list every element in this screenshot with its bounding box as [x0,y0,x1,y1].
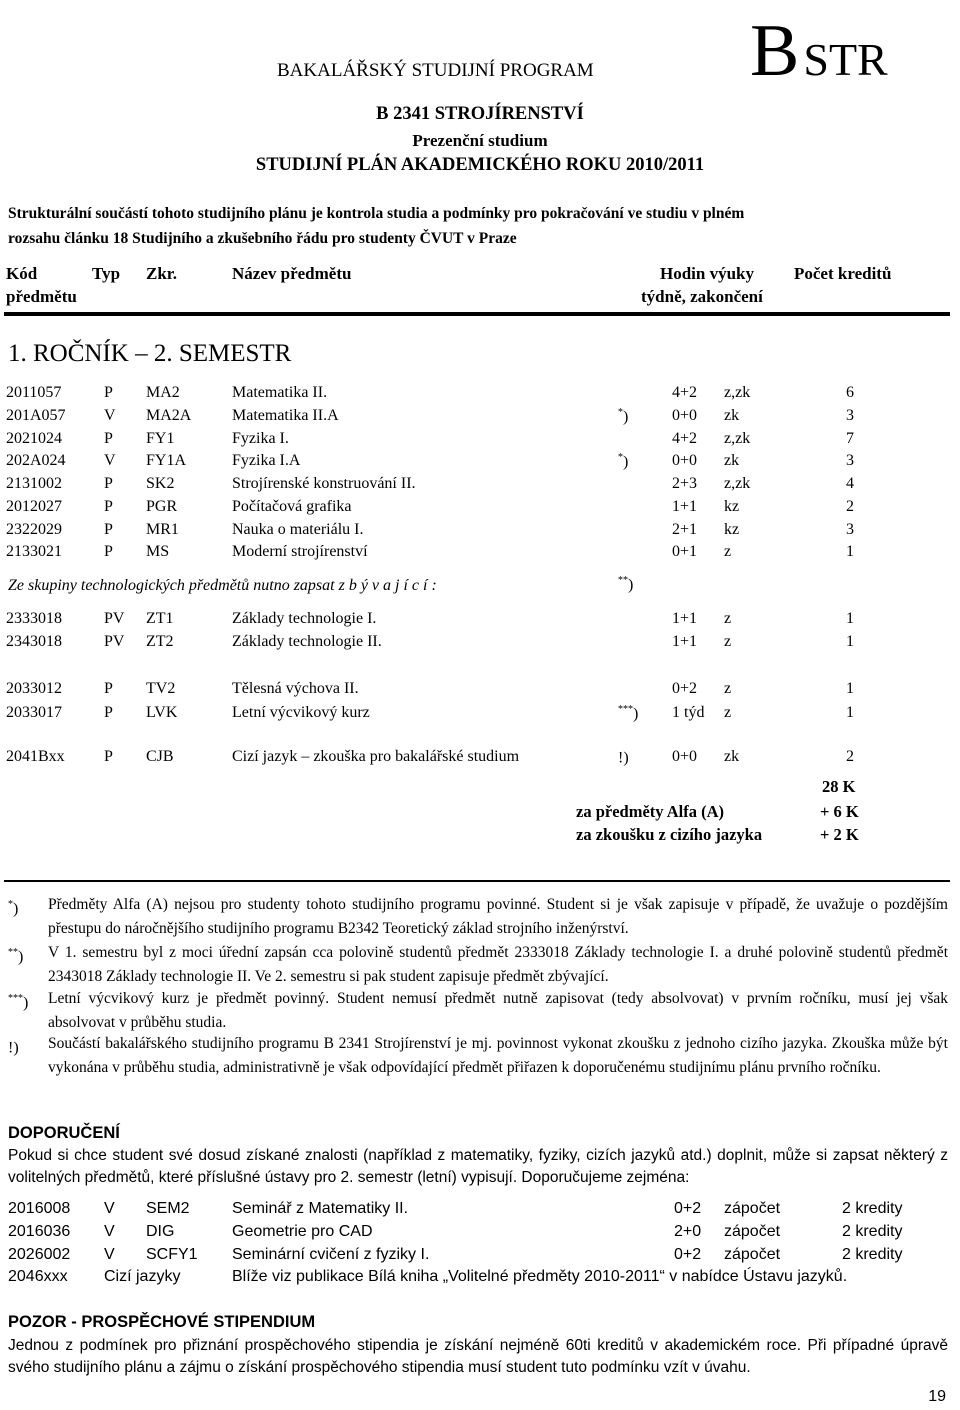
rec-kod: 2016036 [8,1223,71,1240]
course-kod: 202A024 [6,452,66,470]
course-row [0,475,960,499]
group-note-sup: ** [618,575,628,586]
rec-typ: V [104,1200,115,1217]
course-note-sup: * [618,406,623,418]
course-kod: 2322029 [6,520,62,538]
course-typ: P [104,429,113,447]
course-hod: 0+2 [672,680,698,697]
course-typ: P [104,384,113,401]
course-zkr: SK2 [146,475,175,492]
col-kod-2: předmětu [6,287,77,306]
course-nazev: Matematika II.A [232,406,339,424]
course-nazev: Moderní strojírenství [232,543,368,561]
year-heading: 1. ROČNÍK – 2. SEMESTR [8,340,292,367]
course-kod: 2033012 [6,680,62,697]
course-hod: 2+1 [672,520,698,538]
course-row [0,610,960,634]
scholarship-heading: POZOR - PROSPĚCHOVÉ STIPENDIUM [8,1313,316,1331]
course-nazev: Cizí jazyk – zkouška pro bakalářské studium [232,748,520,765]
course-hod: 1+1 [672,632,698,650]
recommend-row-lang [0,1268,960,1292]
rec-kod: 2046xxx [8,1268,68,1285]
program-badge [750,10,888,92]
course-nazev: Nauka o materiálu I. [232,520,364,538]
course-row [0,748,960,772]
course-kod: 2011057 [6,384,62,401]
program-title: BAKALÁŘSKÝ STUDIJNÍ PROGRAM [277,60,594,81]
header-rule [4,312,950,316]
footnote-sup: *** [8,993,23,1004]
course-hod: 4+2 [672,429,698,447]
course-zkr: MA2A [146,406,192,424]
field-title: B 2341 STROJÍRENSTVÍ [376,104,584,124]
course-kod: 2041Bxx [6,748,65,765]
footnote-text-2: V 1. semestru byl z moci úřední zapsán cca polovině studentů předmět 2333018 Základy technologie I. a druhé polovině studentů předmět 2343018 Základy technologie II. Ve 2. semestru si pak student zapisuje předmět zbývající. [48,944,948,985]
rec-hod: 2+0 [674,1223,702,1240]
rec-kr: 2 kredity [842,1200,903,1217]
course-kr: 1 [846,543,854,561]
course-zak: z,zk [724,384,751,401]
course-note [618,407,628,426]
course-nazev: Strojírenské konstruování II. [232,475,416,492]
footnote-sup: ** [8,947,18,958]
footnote-mark-4 [8,1032,19,1060]
course-zkr: ZT2 [146,632,174,650]
course-kod: 2131002 [6,475,62,492]
course-note-sup: *** [618,704,633,715]
course-nazev: Tělesná výchova II. [232,680,359,697]
course-row [0,430,960,454]
course-typ: P [104,748,113,765]
course-kr: 1 [846,632,854,650]
course-row [0,407,960,431]
course-nazev: Letní výcvikový kurz [232,704,370,721]
course-hod: 1+1 [672,610,698,627]
summary-total: 28 K [822,777,856,796]
rec-zkr: SEM2 [146,1200,190,1217]
rec-hod: 0+2 [674,1246,702,1263]
group-note-mark: ) [628,576,634,594]
course-zak: z [724,543,732,561]
course-note-mark: !) [618,749,629,767]
course-zak: zk [724,748,740,765]
scholarship-text: Jednou z podmínek pro přiznání prospěchového stipendia je získání nejméně 60ti kreditů v akademickém roce. Při případné úpravě svého studijního plánu a zájmu o získání prospěchového stipendia musí student tuto podmínku vzít v úvahu. [8,1337,948,1376]
course-kr: 1 [846,704,854,721]
rec-zak: zápočet [724,1246,781,1263]
rec-kr: 2 kredity [842,1246,903,1263]
footnote-sup: * [8,899,13,910]
intro-line-2: rozsahu článku 18 Studijního a zkušebního řádu pro studenty ČVUT v Praze [8,230,517,247]
course-kod: 201A057 [6,406,66,424]
course-kr: 7 [846,429,854,447]
course-kod: 2343018 [6,632,62,650]
course-zkr: MS [146,543,170,561]
course-nazev: Fyzika I. [232,429,289,447]
footnote-mark: !) [8,1039,19,1057]
recommend-heading: DOPORUČENÍ [8,1124,120,1142]
study-mode: Prezenční studium [412,131,548,150]
footnote-text-1: Předměty Alfa (A) nejsou pro studenty tohoto studijního programu povinné. Student si je však zapisuje v případě, že uvažuje o pozdějším přestupu do náročnějšího studijního programu B2342 Teoretický základ strojního inženýrství. [48,896,948,937]
course-zak: z [724,680,732,697]
course-hod: 0+1 [672,543,698,561]
col-typ: Typ [92,264,121,283]
course-row [0,498,960,522]
col-kod: Kód [6,264,38,283]
rec-typ: V [104,1223,115,1240]
course-kod: 2133021 [6,543,62,561]
course-row [0,521,960,545]
course-zak: kz [724,520,740,538]
course-zkr: PGR [146,497,178,515]
course-note [618,704,638,723]
page-number: 19 [928,1388,946,1405]
course-zak: z [724,632,732,650]
course-note-mark: ) [633,705,639,723]
course-typ: P [104,497,113,515]
course-typ: P [104,680,113,697]
course-typ: P [104,520,113,538]
col-hodin-2: týdně, zakončení [641,287,763,306]
course-kod: 2033017 [6,704,62,721]
group-label: Ze skupiny technologických předmětů nutno zapsat z b ý v a j í c í : [8,577,437,594]
course-row [0,543,960,567]
course-note [618,452,628,471]
rec-typ: V [104,1246,115,1263]
course-note-mark: ) [623,453,629,471]
course-hod: 0+0 [672,452,698,470]
summary-lang-value: + 2 K [820,825,859,844]
col-nazev: Název předmětu [232,264,352,283]
course-zkr: CJB [146,748,174,765]
course-nazev: Základy technologie II. [232,632,382,650]
rec-zkr: DIG [146,1223,175,1240]
recommend-row [0,1246,960,1270]
course-row [0,452,960,476]
course-hod: 1 týd [672,704,705,721]
recommend-row [0,1200,960,1224]
course-zak: zk [724,452,740,470]
course-typ: PV [104,632,125,650]
footnote-text-4: Součástí bakalářského studijního programu B 2341 Strojírenství je mj. povinnost vykonat zkoušku z jednoho cizího jazyka. Zkouška může být vykonána v průběhu studia, administrativně je však odpovídající předmět přiřazen k doporučenému studijnímu plánu prvního ročníku. [48,1035,948,1076]
course-zkr: LVK [146,704,178,721]
rec-zkr: SCFY1 [146,1246,198,1263]
summary-alfa-value: + 6 K [820,802,859,821]
course-note [618,748,629,767]
course-note-mark: ) [623,408,629,426]
course-hod: 4+2 [672,384,698,401]
course-kr: 1 [846,680,854,697]
course-zak: z [724,704,732,721]
summary-alfa-label: za předměty Alfa (A) [576,802,725,821]
rec-info: Blíže viz publikace Bílá kniha „Volitelné předměty 2010-2011“ v nabídce Ústavu jazyků. [232,1268,848,1285]
rec-kod: 2026002 [8,1246,71,1263]
rec-zak: zápočet [724,1200,781,1217]
col-kredity: Počet kreditů [794,264,892,283]
footnote-mark-2 [8,941,23,969]
course-kr: 6 [846,384,854,401]
course-note-sup: * [618,452,623,464]
group-note [618,575,633,594]
rec-zak: zápočet [724,1223,781,1240]
course-kod: 2012027 [6,497,62,515]
course-kod: 2021024 [6,429,62,447]
course-zkr: TV2 [146,680,176,697]
course-typ: P [104,475,113,492]
course-nazev: Základy technologie I. [232,610,377,627]
col-hodin: Hodin výuky [660,264,755,283]
footnote-mark-3 [8,987,28,1015]
course-zkr: FY1 [146,429,175,447]
course-kr: 1 [846,610,854,627]
course-row [0,680,960,704]
course-zak: z,zk [724,429,751,447]
footnote-rule [4,880,950,882]
course-zak: zk [724,406,740,424]
rec-nazev: Seminář z Matematiky II. [232,1200,409,1217]
recommend-row [0,1223,960,1247]
course-zkr: ZT1 [146,610,174,627]
footnote-mark: ) [13,900,19,918]
course-typ: V [104,406,116,424]
course-nazev: Matematika II. [232,384,328,401]
course-row [0,633,960,657]
course-kr: 3 [846,520,854,538]
course-hod: 0+0 [672,748,698,765]
course-zkr: MR1 [146,520,179,538]
course-row [0,384,960,408]
rec-typ: Cizí jazyky [104,1268,181,1285]
rec-nazev: Seminární cvičení z fyziky I. [232,1246,430,1263]
course-zkr: FY1A [146,452,187,470]
course-kr: 2 [846,748,854,765]
course-typ: PV [104,610,125,627]
rec-hod: 0+2 [674,1200,702,1217]
rec-kr: 2 kredity [842,1223,903,1240]
course-hod: 1+1 [672,497,698,515]
course-row [0,704,960,728]
course-zkr: MA2 [146,384,180,401]
footnote-mark: ) [18,948,24,966]
badge-letter: B [750,10,800,92]
course-zak: z [724,610,732,627]
col-zkr: Zkr. [146,264,178,283]
badge-code: STR [803,34,888,85]
course-nazev: Počítačová grafika [232,497,352,515]
course-zak: z,zk [724,475,751,492]
footnote-mark: ) [23,994,29,1012]
rec-kod: 2016008 [8,1200,71,1217]
course-kr: 2 [846,497,854,515]
footnote-mark-1 [8,893,18,921]
course-kod: 2333018 [6,610,62,627]
course-typ: P [104,704,113,721]
intro-line-1: Strukturální součástí tohoto studijního plánu je kontrola studia a podmínky pro pokračování ve studiu v plném [8,205,745,222]
course-typ: P [104,543,113,561]
recommend-text: Pokud si chce student své dosud získané znalosti (například z matematiky, fyziky, cizích jazyků atd.) doplnit, může si zapsat některý z volitelných předmětů, které příslušné ústavy pro 2. semestr (letní) vypisují. Doporučujeme zejména: [8,1147,948,1186]
footnote-text-3: Letní výcvikový kurz je předmět povinný. Student nemusí předmět nutně zapisovat (tedy absolvovat) v prvním ročníku, musí jej však absolvovat v průběhu studia. [48,990,948,1031]
course-hod: 0+0 [672,406,698,424]
course-kr: 3 [846,406,854,424]
rec-nazev: Geometrie pro CAD [232,1223,373,1240]
summary-lang-label: za zkoušku z cizího jazyka [576,825,763,844]
plan-title: STUDIJNÍ PLÁN AKADEMICKÉHO ROKU 2010/2011 [255,155,705,175]
course-kr: 3 [846,452,854,470]
course-zak: kz [724,497,740,515]
course-hod: 2+3 [672,475,698,492]
course-typ: V [104,452,116,470]
course-nazev: Fyzika I.A [232,452,301,470]
course-kr: 4 [846,475,854,492]
